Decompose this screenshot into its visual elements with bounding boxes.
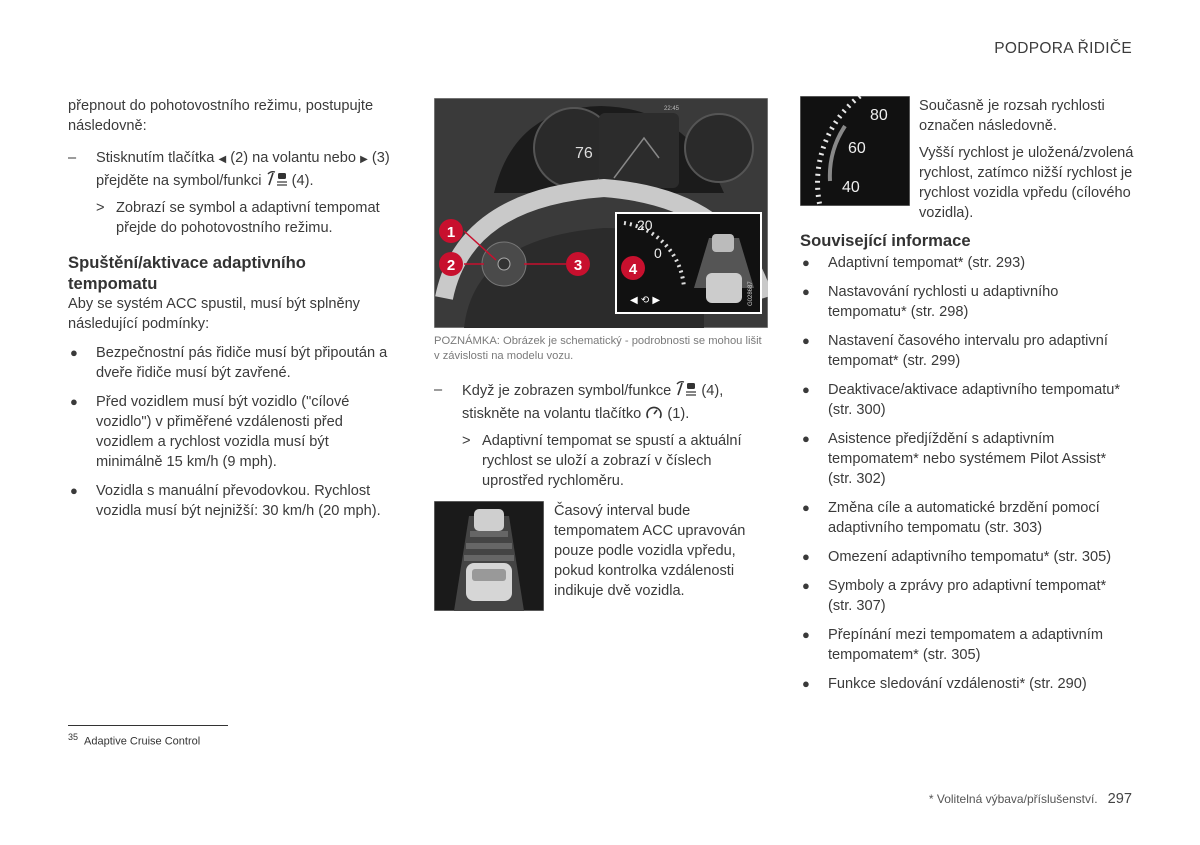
step-1-result: > Zobrazí se symbol a adaptivní tempomat přejde do pohotovostního režimu.	[96, 200, 380, 236]
related-link[interactable]: ● Přepínání mezi tempomatem a adaptivním tempomatem* (str. 305)	[802, 627, 1103, 663]
column-left	[68, 96, 398, 521]
conditions-intro: Aby se systém ACC spustil, musí být splněny následující podmínky:	[68, 296, 360, 332]
footnote	[68, 732, 200, 748]
figure-code: G028687	[748, 281, 754, 306]
page-header: PODPORA ŘIDIČE	[994, 40, 1132, 57]
related-link[interactable]: ● Asistence předjíždění s adaptivním tempomatem* nebo systémem Pilot Assist* (str. 302)	[802, 431, 1107, 487]
inset-speed-0: 0	[654, 245, 662, 261]
dash-marker: –	[434, 382, 443, 398]
condition-item: ● Vozidla s manuální převodovkou. Rychlost vozidla musí být nejnižší: 30 km/h (20 mph).	[70, 483, 381, 519]
right-arrow-icon: ▶	[360, 154, 368, 165]
column-middle	[434, 98, 768, 613]
bullet: ●	[802, 284, 810, 299]
related-link[interactable]: ● Omezení adaptivního tempomatu* (str. 305)	[802, 549, 1112, 565]
footnote-number: 35	[68, 732, 79, 742]
condition-item: ● Před vozidlem musí být vozidlo ("cílové vozidlo") v přiměřené vzdálenosti před vozidlem a rychlost vozidla musí být minimálně 15 km/h (9 mph).	[70, 394, 350, 470]
bullet: ●	[70, 394, 78, 409]
related-link[interactable]: ● Adaptivní tempomat* (str. 293)	[802, 255, 1026, 271]
bullet: ●	[802, 255, 810, 270]
step-2: – Když je zobrazen symbol/funkce (4), stiskněte na volantu tlačítko (1).	[434, 380, 768, 427]
callout-1: 1	[446, 224, 456, 241]
inset-speed-20: 20	[637, 217, 653, 233]
callout-2: 2	[446, 257, 456, 274]
acc-standby-icon	[675, 380, 697, 404]
related-link[interactable]: ● Nastavení časového intervalu pro adaptivní tempomat* (str. 299)	[802, 333, 1108, 369]
speed-range-block	[800, 96, 1134, 221]
related-info-heading: Související informace	[800, 231, 971, 250]
left-arrow-icon: ◀	[218, 154, 227, 165]
column-right	[800, 96, 1134, 694]
speedometer-illustration	[800, 96, 910, 206]
distance-indicator-svg	[434, 501, 544, 611]
bullet: ●	[70, 483, 78, 498]
clock-readout: 22:45	[664, 106, 680, 112]
step-2-result: > Adaptivní tempomat se spustí a aktuální rychlost se uloží a zobrazí v číslech uprostřed rychloměru.	[462, 433, 742, 489]
range-text: Současně je rozsah rychlosti označen následovně.	[919, 98, 1105, 134]
gauge-label-60: 60	[848, 140, 866, 157]
optional-equipment-note: * Volitelná výbava/příslušenství.	[928, 792, 1098, 806]
bullet: ●	[802, 333, 810, 348]
bullet: ●	[70, 345, 78, 360]
result-marker: >	[96, 200, 105, 216]
speedometer-svg	[800, 96, 910, 206]
bullet: ●	[802, 382, 810, 397]
interval-text: Časový interval bude tempomatem ACC upravován pouze podle vozidla vpředu, pokud kontrolka vzdálenosti indikuje dvě vozidla.	[554, 503, 746, 599]
intro-text: přepnout do pohotovostního režimu, postupujte následovně:	[68, 98, 374, 134]
bullet: ●	[802, 676, 810, 691]
page-number: 297	[1107, 791, 1132, 807]
callout-3: 3	[573, 257, 583, 274]
gauge-label-40: 40	[842, 179, 860, 196]
result-marker: >	[462, 433, 471, 449]
related-link[interactable]: ● Deaktivace/aktivace adaptivního tempomatu* (str. 300)	[802, 382, 1121, 418]
section-heading-activation: Spuštění/aktivace adaptivního tempomatu	[68, 253, 306, 293]
cruise-control-button-icon	[645, 405, 663, 427]
dashboard-illustration	[434, 98, 768, 328]
bullet: ●	[802, 431, 810, 446]
step-1: – Stisknutím tlačítka ◀ (2) na volantu nebo ▶ (3) přejděte na symbol/funkci (4).	[68, 148, 398, 194]
inset-arrow-icons: ◀ ⟲ ▶	[630, 295, 661, 306]
bullet: ●	[802, 500, 810, 515]
footnote-divider	[68, 725, 228, 726]
acc-standby-icon	[266, 170, 288, 194]
footnote-text: Adaptive Cruise Control	[84, 735, 201, 748]
figure-caption: POZNÁMKA: Obrázek je schematický - podrobnosti se mohou lišit v závislosti na modelu vozu.	[434, 335, 762, 362]
related-link[interactable]: ● Symboly a zprávy pro adaptivní tempomat* (str. 307)	[802, 578, 1107, 614]
interval-block	[434, 501, 768, 613]
bullet: ●	[802, 578, 810, 593]
dashboard-svg	[434, 98, 768, 328]
related-link[interactable]: ● Změna cíle a automatické brzdění pomocí adaptivního tempomatu (str. 303)	[802, 500, 1100, 536]
range-explanation: Vyšší rychlost je uložená/zvolená rychlost, zatímco nižší rychlost je rychlost vozidla vpředu (cílového vozidla).	[919, 145, 1134, 221]
callout-4: 4	[628, 261, 638, 278]
speed-readout: 76	[575, 145, 593, 162]
related-link[interactable]: ● Nastavování rychlosti u adaptivního tempomatu* (str. 298)	[802, 284, 1059, 320]
bullet: ●	[802, 549, 810, 564]
page-footer	[929, 791, 1132, 807]
gauge-label-80: 80	[870, 107, 888, 124]
dash-marker: –	[68, 150, 77, 166]
related-link[interactable]: ● Funkce sledování vzdálenosti* (str. 290)	[802, 676, 1087, 692]
distance-indicator-illustration	[434, 501, 544, 611]
bullet: ●	[802, 627, 810, 642]
condition-item: ● Bezpečnostní pás řidiče musí být připoután a dveře řidiče musí být zavřené.	[70, 345, 388, 381]
